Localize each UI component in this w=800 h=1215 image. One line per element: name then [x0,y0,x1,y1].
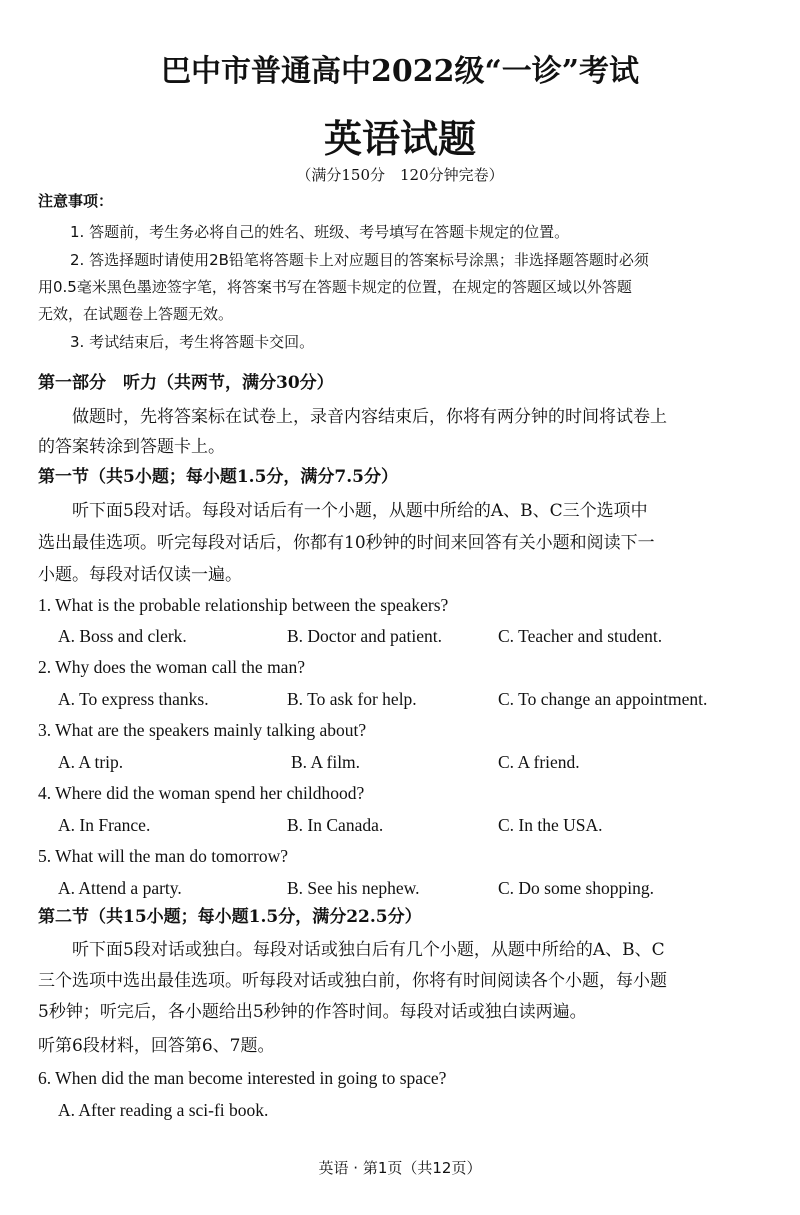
option-a: A. Attend a party. [58,878,182,898]
question-3: 3. What are the speakers mainly talking about? [38,720,367,740]
exam-title: 巴中市普通高中2022级“一诊”考试 [160,54,639,89]
subject-title: 英语试题 [323,116,476,161]
question-6: 6. When did the man become interested in going to space? [38,1068,447,1088]
option-c: C. To change an appointment. [498,689,708,709]
section1-instructions: 听下面5段对话。每段对话后有一个小题，从题中所给的A、B、C三个选项中 [72,501,648,521]
option-c: C. In the USA. [498,815,603,835]
notice-heading: 注意事项： [38,192,114,210]
notice-item: 3. 考试结束后，考生将答题卡交回。 [70,333,315,351]
option-c: C. Do some shopping. [498,878,655,898]
notice-item: 用0.5毫米黑色墨迹签字笔，将答案书写在答题卡规定的位置，在规定的答题区域以外答题 [38,278,632,296]
notice-item: 无效，在试题卷上答题无效。 [38,305,234,323]
option-b: B. In Canada. [287,815,384,835]
option-a: A. To express thanks. [58,689,209,709]
part1-intro: 的答案转涂到答题卡上。 [38,437,225,457]
part1-heading: 第一部分 听力（共两节，满分30分） [38,373,334,393]
option-b: B. See his nephew. [287,878,420,898]
section2-instructions: 三个选项中选出最佳选项。听每段对话或独白前，你将有时间阅读各个小题，每小题 [38,971,667,991]
notice-item: 1. 答题前，考生务必将自己的姓名、班级、考号填写在答题卡规定的位置。 [70,223,570,241]
section2-instructions: 5秒钟；听完后，各小题给出5秒钟的作答时间。每段对话或独白读两遍。 [38,1002,587,1022]
question-1: 1. What is the probable relationship between the speakers? [38,595,449,615]
part1-intro: 做题时，先将答案标在试卷上，录音内容结束后，你将有两分钟的时间将试卷上 [72,407,667,427]
option-b: B. To ask for help. [287,689,417,709]
score-info: （满分150分 120分钟完卷） [296,166,504,184]
material-note: 听第6段材料，回答第6、7题。 [38,1036,275,1056]
option-a: A. A trip. [58,752,124,772]
question-5: 5. What will the man do tomorrow? [38,846,288,866]
section2-instructions: 听下面5段对话或独白。每段对话或独白后有几个小题，从题中所给的A、B、C [72,940,665,960]
section1-instructions: 小题。每段对话仅读一遍。 [38,565,242,585]
question-4: 4. Where did the woman spend her childhood? [38,783,365,803]
option-a: A. Boss and clerk. [58,626,187,646]
option-c: C. Teacher and student. [498,626,663,646]
option-b: B. Doctor and patient. [287,626,443,646]
section1-instructions: 选出最佳选项。听完每段对话后，你都有10秒钟的时间来回答有关小题和阅读下一 [38,533,655,553]
option-c: C. A friend. [498,752,580,772]
option-b: B. A film. [291,752,361,772]
option-a: A. In France. [58,815,151,835]
section1-heading: 第一节（共5小题；每小题1.5分，满分7.5分） [38,467,398,487]
page-footer: 英语 · 第1页（共12页） [318,1159,482,1177]
section2-heading: 第二节（共15小题；每小题1.5分，满分22.5分） [38,907,422,927]
question-2: 2. Why does the woman call the man? [38,657,305,677]
notice-item: 2. 答选择题时请使用2B铅笔将答题卡上对应题目的答案标号涂黑；非选择题答题时必须 [70,251,649,269]
option-a: A. After reading a sci-fi book. [58,1100,269,1120]
